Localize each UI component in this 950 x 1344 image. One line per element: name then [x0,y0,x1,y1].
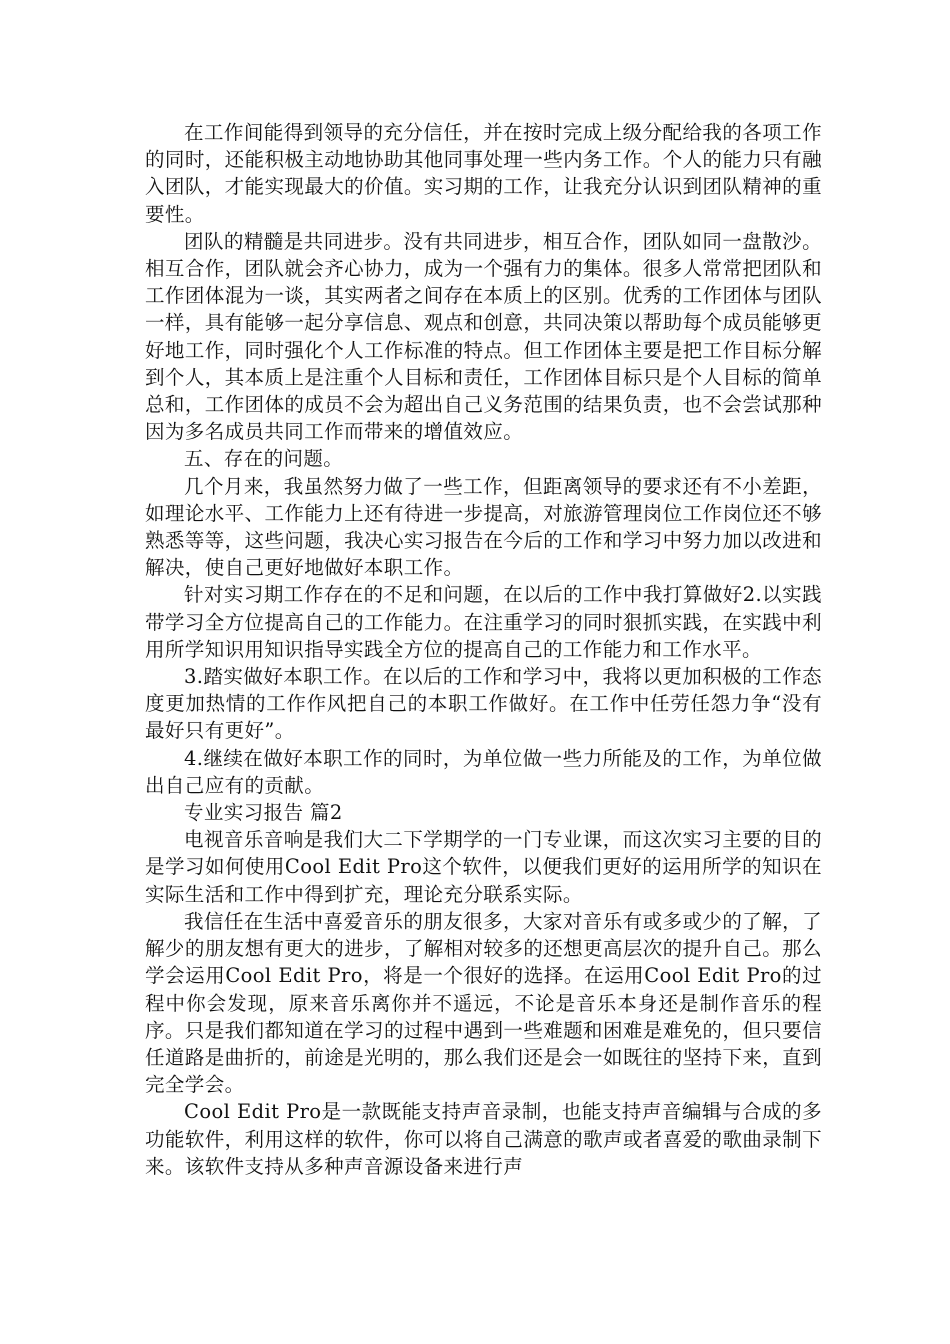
paragraph-software-description: Cool Edit Pro是一款既能支持声音录制，也能支持声音编辑与合成的多功能软件，利用这样的软件，你可以将自己满意的歌声或者喜爱的歌曲录制下来。该软件支持从多种声音源设备来进行声 [145,1100,822,1178]
paragraph-course-intro: 电视音乐音响是我们大二下学期学的一门专业课，而这次实习主要的目的是学习如何使用Cool Edit Pro这个软件，以便我们更好的运用所学的知识在实际生活和工作中得到扩充，理论充分联系实际。 [145,828,822,906]
document-page [145,119,822,1180]
report-section-title: 专业实习报告 篇2 [184,801,343,825]
paragraph-music-learning: 我信任在生活中喜爱音乐的朋友很多，大家对音乐有或多或少的了解，了解少的朋友想有更大的进步，了解相对较多的还想更高层次的提升自己。那么学会运用Cool Edit Pro，将是一个很好的选择。在运用Cool Edit Pro的过程中你会发现，原来音乐离你并不遥远，不论是音乐本身还是制作音乐的程序。只是我们都知道在学习的过程中遇到一些难题和困难是难免的，但只要信任道路是曲折的，前途是光明的，那么我们还是会一如既往的坚持下来，直到完全学会。 [145,909,822,1097]
paragraph-improvement-plan: 针对实习期工作存在的不足和问题，在以后的工作中我打算做好2.以实践带学习全方位提高自己的工作能力。在注重学习的同时狠抓实践，在实践中利用所学知识用知识指导实践全方位的提高自己的工作能力和工作水平。 [145,583,822,661]
section-heading-problems: 五、存在的问题。 [184,447,344,471]
paragraph-item-4: 4.继续在做好本职工作的同时，为单位做一些力所能及的工作，为单位做出自己应有的贡献。 [145,746,822,797]
paragraph-teamwork-trust: 在工作间能得到领导的充分信任，并在按时完成上级分配给我的各项工作的同时，还能积极主动地协助其他同事处理一些内务工作。个人的能力只有融入团队，才能实现最大的价值。实习期的工作，让我充分认识到团队精神的重要性。 [145,121,822,226]
paragraph-team-essence: 团队的精髓是共同进步。没有共同进步，相互合作，团队如同一盘散沙。相互合作，团队就会齐心协力，成为一个强有力的集体。很多人常常把团队和工作团体混为一谈，其实两者之间存在本质上的区别。优秀的工作团体与团队一样，具有能够一起分享信息、观点和创意，共同决策以帮助每个成员能够更好地工作，同时强化个人工作标准的特点。但工作团体主要是把工作目标分解到个人，其本质上是注重个人目标和责任，工作团体目标只是个人目标的简单总和，工作团体的成员不会为超出自己义务范围的结果负责，也不会尝试那种因为多名成员共同工作而带来的增值效应。 [145,229,822,444]
paragraph-shortcomings: 几个月来，我虽然努力做了一些工作，但距离领导的要求还有不小差距，如理论水平、工作能力上还有待进一步提高，对旅游管理岗位工作岗位还不够熟悉等等，这些问题，我决心实习报告在今后的工作和学习中努力加以改进和解决，使自己更好地做好本职工作。 [145,474,822,580]
paragraph-item-3: 3.踏实做好本职工作。在以后的工作和学习中，我将以更加积极的工作态度更加热情的工作作风把自己的本职工作做好。在工作中任劳任怨力争“没有最好只有更好”。 [145,665,822,743]
